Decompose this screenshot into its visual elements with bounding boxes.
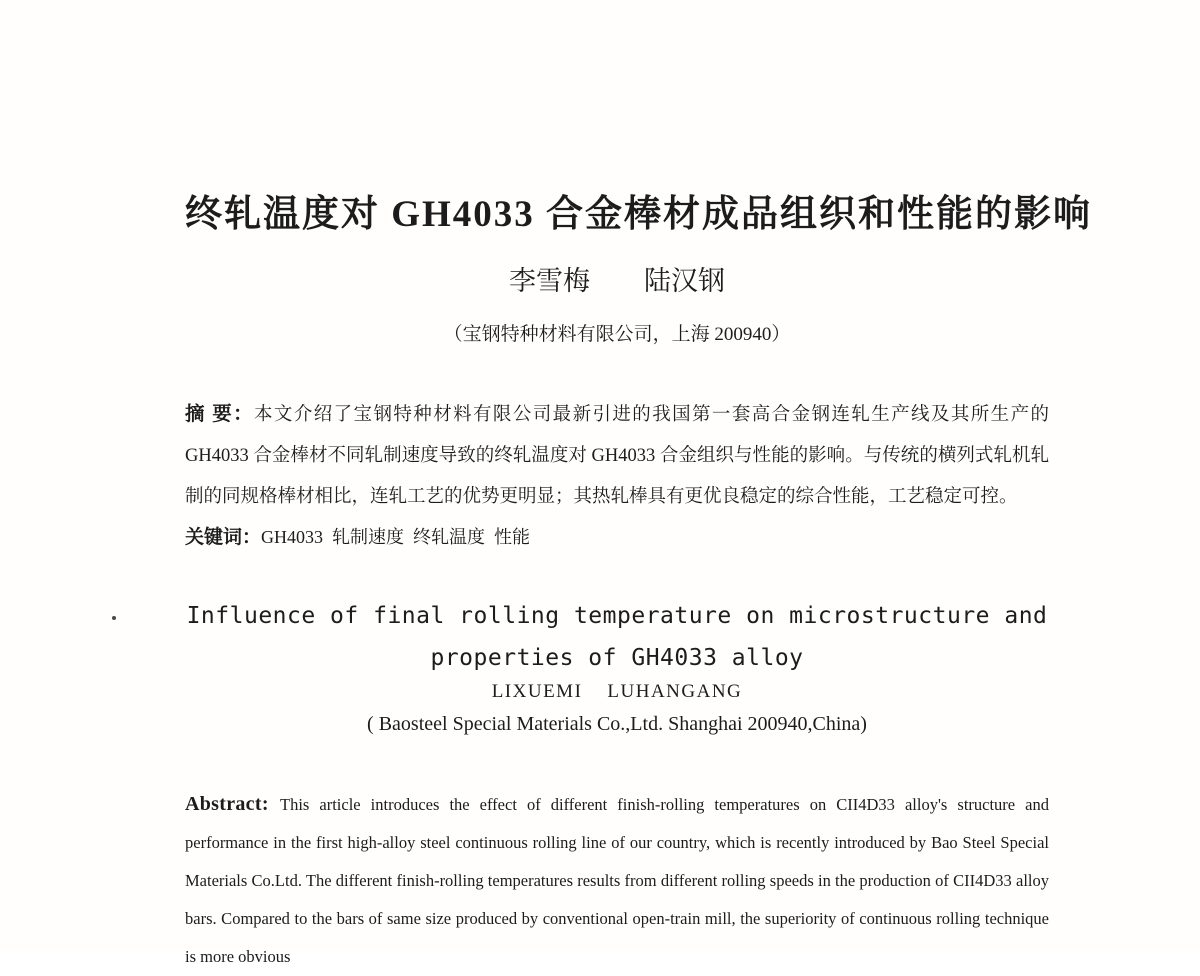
keywords-label: 关键词： bbox=[185, 527, 262, 548]
authors-zh: 李雪梅 陆汉钢 bbox=[509, 266, 725, 296]
authors-en: LIXUEMI LUHANGANG bbox=[491, 681, 743, 702]
scan-speck-artifact bbox=[112, 616, 116, 620]
abstract-zh-label: 摘 要： bbox=[185, 404, 255, 425]
affiliation-en: ( Baosteel Special Materials Co.,Ltd. Shanghai 200940,China) bbox=[367, 713, 867, 735]
paper-title-en-line1: Influence of final rolling temperature on microstructure and bbox=[186, 603, 1048, 629]
keywords-line bbox=[185, 517, 1049, 558]
abstract-en bbox=[185, 785, 1049, 976]
abstract-zh-text: 本文介绍了宝钢特种材料有限公司最新引进的我国第一套高合金钢连轧生产线及其所生产的GH4033 合金棒材不同轧制速度导致的终轧温度对 GH4033 合金组织与性能的影响。与传统的横列式轧机轧制的同规格棒材相比，连轧工艺的优势更明显；其热轧棒具有更优良稳定的综合性能，工艺稳定可控。 bbox=[185, 405, 1049, 507]
abstract-en-text: This article introduces the effect of different finish-rolling temperatures on CII4D33 alloy's structure and performance in the first high-alloy steel continuous rolling line of our country, which is recently introduced by Bao Steel Special Materials Co.Ltd. The different finish-rolling temperatures results from different rolling speeds in the production of CII4D33 alloy bars. Compared to the bars of same size produced by conventional open-train mill, the superiority of continuous rolling technique is more obvious bbox=[185, 795, 1049, 966]
paper-title-en-line2: properties of GH4033 alloy bbox=[430, 645, 804, 671]
affiliation-zh: （宝钢特种材料有限公司，上海 200940） bbox=[443, 324, 791, 345]
paper-title-en bbox=[185, 595, 1049, 679]
abstract-zh bbox=[185, 394, 1049, 518]
keywords-text: GH4033 轧制速度 终轧温度 性能 bbox=[261, 527, 531, 547]
paper-title-zh: 终轧温度对 GH4033 合金棒材成品组织和性能的影响 bbox=[185, 194, 1093, 235]
abstract-en-label: Abstract: bbox=[185, 793, 281, 815]
